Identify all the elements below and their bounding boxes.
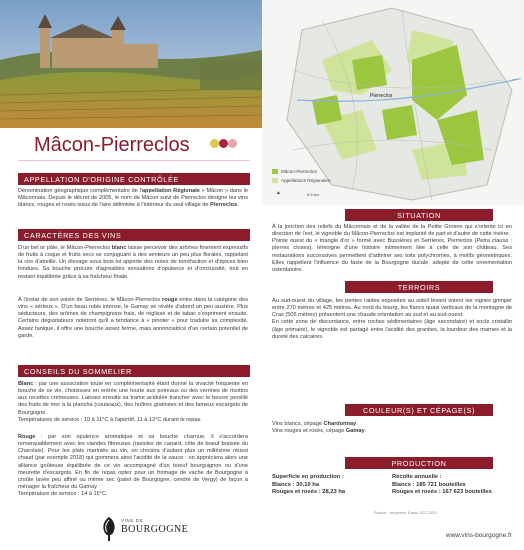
situation-text: À la jonction des reliefs du Mâconnais et de la vallée de la Petite Grosne qui s'oriente ici en direction de l'est, le vignoble du Mâcon-Pierreclos est implanté de part et d'autre de cette rivière. Pointe ouest du « triangle d'or » formé avec Bussières et Serrières, Pierreclos (Petra clausa : pierres closes), témoigne d'une histoire intimement liée à celle de son château. Ses restaurations successives permettent d'admirer ses toits polychromes, à motifs géométriques. Elles rappellent l'influence du faste de la Bourgogne ducale, adepte de cette ornementation ostentatoire. [272,224,513,273]
caracteres-header: CARACTÈRES DES VINS [18,229,250,241]
white-wine-dot [210,139,219,148]
sommelier-text-blanc: Blanc : par une association toute en complémentarité étant donné la vivacité fréquente en bouche de ce vin, choisissez en entrée une tourte aux poireaux ou des verrines de risottos aux recettes crémeuses. Laissez ensuite sa trame acidulée trancher avec le beurre persillé des fruits de mer à la plancha (couteaux), des huîtres gratinées et des fameux escargots de Bourgogne. Températures de service : 10 à 11°C à l'apéritif, 11 à 12°C durant le repas. [18,381,248,423]
legend-swatch [272,178,278,183]
production-recolte: Récolte annuelle : Blancs : 185 721 bouteilles Rouges et rosés : 167 623 bouteilles [392,474,492,495]
logo-line2: BOURGOGNE [121,524,189,535]
map-legend-item: Mâcon-Pierreclos [272,169,317,174]
bourgogne-emblem-icon [99,516,119,542]
map-scale: 0.5 km [307,192,320,197]
caracteres-text-rouge: À l'instar de son voisin de Serrières, le Mâcon-Pierreclos rouge entre dans la catégorie des vins « sérieux ». D'un beau rubis intense, le Gamay se révèle d'abord un peu austère. Plus séducteurs, des arômes de champignons frais, de réglisse et de tabac s'expriment ensuite. Certains dégustateurs noteront qu'il a tendance à « pinoter » pour traduire sa complexité. Assez tanique, il offre une bouche assez ferme, mais annonciatrice d'un certain potentiel de garde. [18,297,248,339]
footer-url[interactable]: www.vins-bourgogne.fr [445,532,512,539]
logo-line1: VINS DE [121,518,144,523]
appellation-text: Dénomination géographique complémentaire de l'appellation Régionale « Mâcon » dans le Mâconnais. Depuis le décret de 2005, le nom de Mâcon suivi de Pierreclos désigne les vins blancs, rouges et rosés issus de l'aire délimitée à l'intérieur du seul village de Pierreclos. [18,188,249,209]
legend-swatch [272,169,278,174]
appellation-header: APPELLATION D'ORIGINE CONTRÔLÉE [18,173,250,185]
couleurs-text: Vins blancs, cépage Chardonnay. Vins rouges et rosés, cépage Gamay. [272,421,367,435]
vins-de-bourgogne-logo [99,514,199,544]
sommelier-text-rouge: Rouge : par son opulence aromatique et sa bouche charnue, il s'accordera remarquablement avec les viandes fibreuses (ravioles de canard, côte de boeuf braisée du Charolais). Pour les plats mariniés au vin, on choisira d'autant plus un millésime réussi chaud (par exemple 2018) qui gommera ainsi l'acidité de la sauce : on appréciera alors une alliance goûteuse équilibrée de ce vin accompagné d'un boeuf bourguignon ou d'une meurette d'escargots. En fin de repas optez pour un fromage de vache de Bourgogne à croûte lavée peu affiné ou même sec (palet de Bourgogne, cendré de Vergy) de façon à ménager la fraîcheur du Gamay. Température de service : 14 à 15°C. [18,434,248,498]
production-header: PRODUCTION [345,457,493,469]
red-wine-dot [219,139,228,148]
vineyard-map [262,0,524,205]
couleurs-header: COULEUR(S) ET CÉPAGE(S) [345,404,493,416]
header-photo [0,0,262,128]
north-arrow-icon: ▲ [276,190,281,196]
production-superficie: Superficie en production : Blancs : 30,10 ha Rouges et rosés : 28,23 ha [272,474,346,495]
map-legend-item: Appellations Régionales [272,178,330,183]
caracteres-text-blanc: D'un bel or pâle, le Mâcon-Pierreclos blanc laisse percevoir des arômes finement expressifs de fruits à coque et fruits secs se conjuguant à des senteurs un peu plus florales, rappelant la cire d'abeille. Un élevage sous bois lui apporte des notes de torréfaction et d'épices bien fondues. Sa bouche procure d'agréables sensations d'opulence et d'onctuosité, tout en restant équilibrée grâce à sa fraîcheur finale. [18,245,248,280]
terroirs-header: TERROIRS [345,281,493,293]
page-title: Mâcon-Pierreclos [34,134,190,156]
title-divider [18,160,250,161]
terroirs-text: Au sud-ouest du village, les pentes raides exposées au soleil levant voient les vignes grimper entre 270 mètres et 425 mètres. Au nord du bourg, les flancs quasi verticaux de la montagne de Cras (505 mètres) présentent une chaude orientation au sud et au sud-ouest. En cette zone de discordance, entre roches sédimentaires (âge secondaire) et socle cristallin (âge primaire), le vignoble est partagé entre l'acidité des granites, la lourdeur des marnes et la dureté des calcaires. [272,298,512,340]
situation-header: SITUATION [345,209,493,221]
production-source: Source : moyenne 5 ans 2017-2021 [374,510,438,515]
rose-wine-dot [228,139,237,148]
sommelier-header: CONSEILS DU SOMMELIER [18,365,250,377]
map-village-label: Pierreclos [370,93,393,99]
